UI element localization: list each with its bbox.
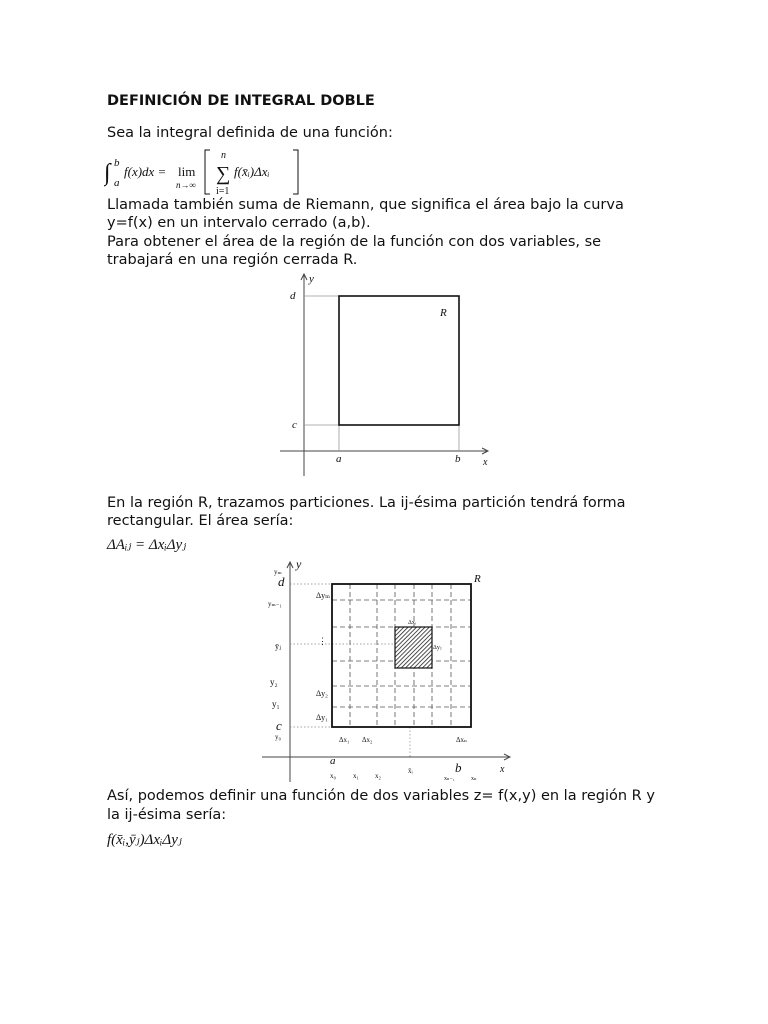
integrand: f(x)dx = (124, 164, 167, 179)
paragraph-1-line-2: y=f(x) en un intervalo cerrado (a,b). (107, 215, 371, 231)
dy2-label: Δy₂ (316, 689, 328, 698)
riemann-term-formula: f(x̄ᵢ,ȳⱼ)ΔxᵢΔyⱼ (107, 832, 182, 848)
right-bracket (293, 150, 298, 194)
sum-sign: ∑ (216, 163, 231, 185)
area-element-formula: ΔAᵢⱼ = ΔxᵢΔyⱼ (107, 537, 187, 553)
dy1-label: Δy₁ (316, 713, 328, 722)
paragraph-1-line-1: Llamada también suma de Riemann, que significa el área bajo la curva (107, 197, 624, 213)
d-label: d (290, 290, 296, 302)
vdots-label: ⋮ (318, 636, 327, 646)
integral-lower-limit: a (114, 177, 120, 189)
paragraph-4-line-2: la ij-ésima sería: (107, 807, 227, 823)
paragraph-2-line-2: trabajará en una región cerrada R. (107, 252, 358, 268)
c-label: c (276, 718, 282, 733)
region-label: R (440, 307, 447, 319)
partition-figure (258, 556, 518, 782)
sum-body: f(x̄ᵢ)Δxᵢ (234, 164, 270, 179)
region-label: R (474, 573, 481, 585)
xn1-label: xₙ₋₁ (444, 776, 455, 782)
x-axis-label: x (500, 764, 505, 775)
dx2-label: Δx₂ (362, 736, 373, 744)
dym-label: Δyₘ (316, 591, 331, 600)
x1-label: x₁ (353, 772, 359, 780)
intro-text: Sea la integral definida de una función: (107, 125, 393, 141)
y0-label: y₀ (275, 733, 281, 741)
lim-operator: lim (178, 164, 196, 179)
dyj-label: Δyⱼ (433, 645, 442, 651)
dxi-label: Δxᵢ (408, 620, 416, 626)
y-axis-label: y (309, 273, 314, 285)
sum-lower: i=1 (216, 186, 230, 197)
left-bracket (205, 150, 210, 194)
x0-label: x₀ (330, 772, 336, 780)
page-title: DEFINICIÓN DE INTEGRAL DOBLE (107, 93, 375, 109)
sum-upper: n (221, 150, 226, 161)
y1-label: y₁ (272, 699, 280, 709)
paragraph-3-line-2: rectangular. El área sería: (107, 513, 294, 529)
paragraph-2-line-1: Para obtener el área de la región de la función con dos variables, se (107, 234, 602, 250)
integral-upper-limit: b (114, 157, 120, 169)
b-label: b (455, 760, 462, 775)
paragraph-3-line-1: En la región R, trazamos particiones. La ij-ésima partición tendrá forma (107, 495, 626, 511)
ym-label: yₘ (274, 568, 282, 576)
ym1-label: yₘ₋₁ (268, 600, 282, 608)
a-label: a (336, 453, 342, 465)
d-label: d (278, 574, 285, 589)
ij-subrectangle (395, 627, 432, 668)
y-axis-label: y (296, 557, 302, 571)
b-label: b (455, 453, 461, 465)
a-label: a (330, 755, 336, 767)
region-r-figure (276, 270, 496, 476)
lim-subscript: n→∞ (176, 180, 196, 190)
x2-label: x₂ (375, 772, 381, 780)
y2-label: y₂ (270, 677, 278, 687)
dx1-label: Δx₁ (339, 736, 350, 744)
riemann-sum-formula (104, 146, 304, 198)
dxn-label: Δxₙ (456, 736, 468, 744)
paragraph-4-line-1: Así, podemos definir una función de dos variables z= f(x,y) en la región R y (107, 788, 655, 804)
xn-label: xₙ (471, 776, 477, 782)
x-axis-label: x (483, 457, 488, 468)
yj-label: ȳⱼ (275, 642, 282, 651)
xi-label: x̄ᵢ (408, 767, 413, 775)
integral-sign: ∫ (104, 160, 111, 186)
c-label: c (292, 419, 297, 431)
